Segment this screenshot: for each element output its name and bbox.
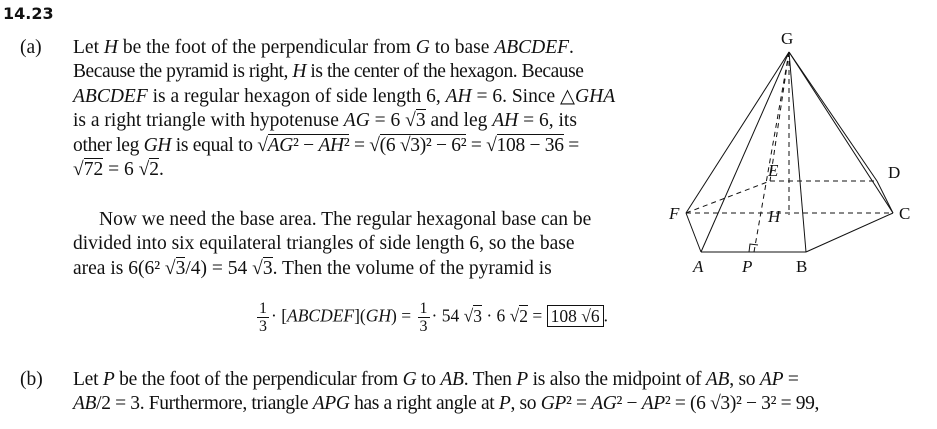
label-C: C (899, 204, 911, 223)
label-A: A (693, 257, 704, 276)
edge-BC (806, 213, 893, 252)
label-P: P (742, 257, 753, 276)
pyramid-diagram (660, 20, 920, 282)
part-b-line-2: AB/2 = 3. Furthermore, triangle APG has a right angle at P, so GP² = AG² − AP² = (6 √3)² − 3² = 99, (73, 393, 820, 415)
part-a-line-5: other leg GH is equal to √AG² − AH² = √(6 √3)² − 6² = √108 − 36 = (73, 134, 579, 156)
volume-equation: $\frac{1}{3}$ · [ABCDEF](GH) = $\frac{1}{3}$ · 54 √3 · 6 √2 = 108 √6 . (259, 300, 608, 335)
fraction-one-third: $\frac{1}{3}$ (259, 300, 267, 335)
right-angle-mark (749, 244, 758, 252)
edge-GB (789, 52, 806, 252)
equation-left-expr: · [ABCDEF](GH) = (271, 305, 412, 326)
equation-right-expr: · 54 √3 · 6 √2 = (431, 305, 543, 326)
part-a-line-4: is a right triangle with hypotenuse AG = 6 √3 and leg AH = 6, its (73, 110, 577, 132)
hidden-edge-FE (686, 181, 770, 213)
problem-number: 14.23 (3, 4, 54, 23)
edge-FA (686, 213, 701, 252)
label-G: G (781, 29, 794, 48)
fraction-one-third-2: $\frac{1}{3}$ (419, 300, 428, 335)
part-a-para2-line-3: area is 6(6² √3/4) = 54 √3. Then the volume of the pyramid is (73, 257, 552, 279)
part-a-label: (a) (20, 37, 42, 58)
final-answer-box: 108 √6 (547, 305, 604, 327)
part-a-line-1: Let H be the foot of the perpendicular from G to base ABCDEF. (73, 37, 574, 58)
part-b-paragraph (73, 368, 933, 417)
part-b-label: (b) (20, 369, 43, 390)
part-a-line-6: √72 = 6 √2. (73, 159, 164, 181)
label-E: E (768, 161, 779, 180)
edge-GC (789, 52, 893, 213)
label-D: D (888, 163, 901, 182)
part-a-line-2: Because the pyramid is right, H is the center of the hexagon. Because (73, 61, 584, 83)
edge-GD (789, 52, 877, 181)
part-a-line-3: ABCDEF is a regular hexagon of side length 6, AH = 6. Since △GHA (73, 85, 616, 107)
label-H: H (768, 207, 781, 226)
edge-CD (877, 181, 893, 213)
part-a-paragraph-1 (73, 36, 658, 182)
part-a-para2-line-1: Now we need the base area. The regular hexagonal base can be (99, 209, 592, 230)
label-F: F (669, 204, 680, 223)
edge-GF (686, 52, 789, 213)
part-a-paragraph-2 (73, 208, 658, 281)
part-a-para2-line-2: divided into six equilateral triangles of side length 6, so the base (73, 233, 575, 255)
label-B: B (796, 257, 808, 276)
part-b-line-1: Let P be the foot of the perpendicular from G to AB. Then P is also the midpoint of AB, so AP = (73, 369, 799, 390)
